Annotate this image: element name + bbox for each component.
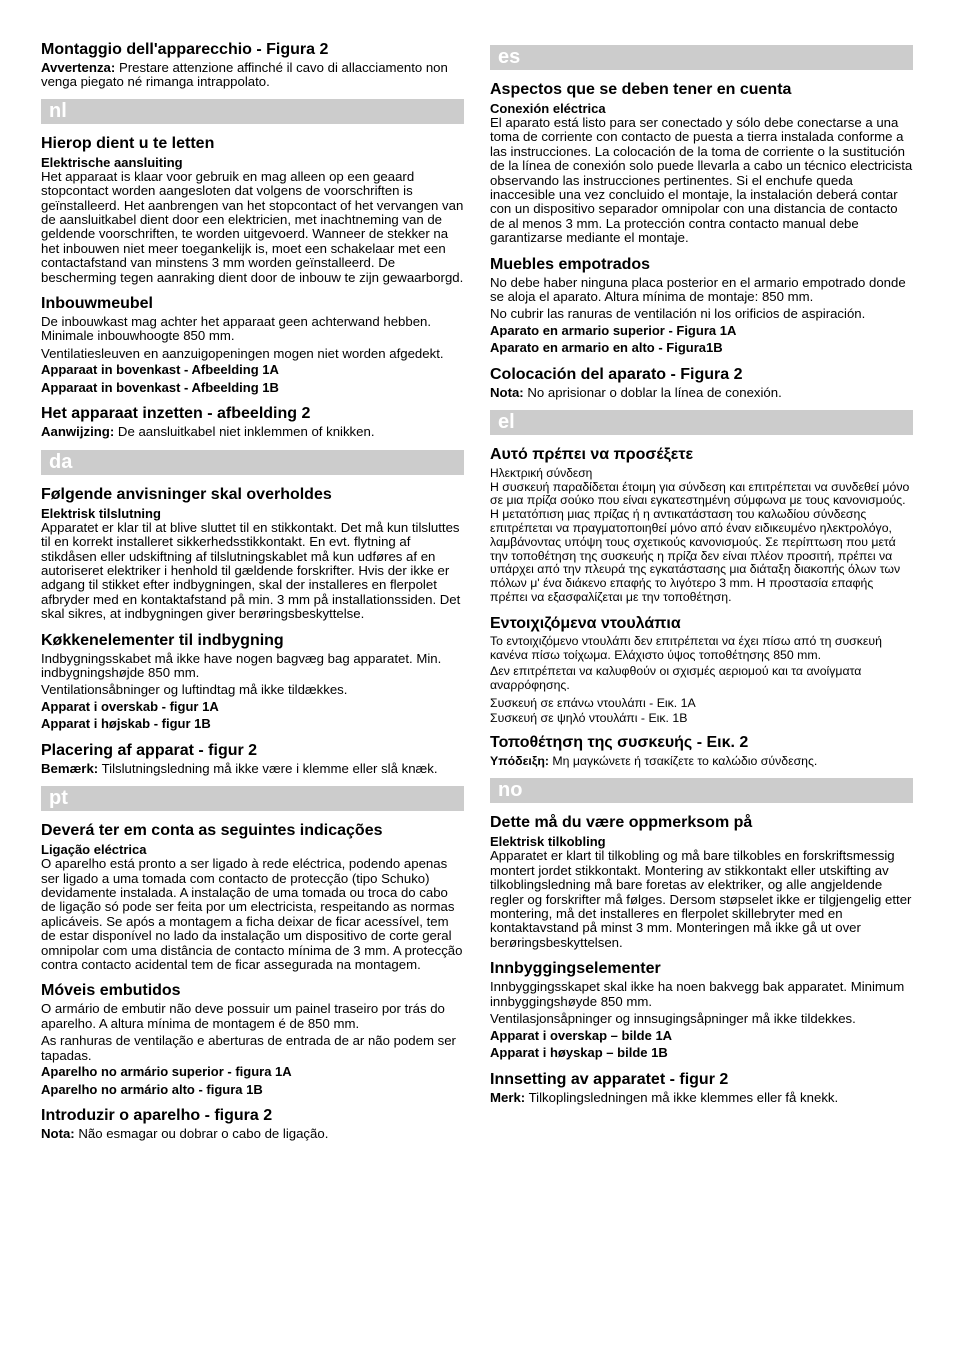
heading-es-3: Colocación del aparato - Figura 2 (490, 365, 743, 383)
note-nl: Aanwijzing: De aansluitkabel niet inklemmen of knikken. (41, 424, 375, 440)
figure-ref-nl-1b: Apparaat in bovenkast - Afbeelding 1B (41, 379, 279, 395)
section-da (41, 485, 464, 776)
subheading-es: Conexión eléctrica (490, 101, 606, 116)
section-it (41, 40, 464, 90)
note-it: Avvertenza: Prestare attenzione affinché il cavo di allacciamento non venga piegato né rimanga intrappolato. (41, 60, 448, 90)
figure-ref-pt-1a: Aparelho no armário superior - figura 1A (41, 1064, 292, 1080)
heading-pt-3: Introduzir o aparelho - figura 2 (41, 1107, 273, 1125)
paragraph-el-1: Η συσκευή παραδίδεται έτοιμη για σύνδεση και επιτρέπεται να συνδεθεί μόνο σε μια πρίζα σούκο που είναι εγκατεστημένη σύμφωνα με τους κανονισμούς. Η μετατόπιση μιας πρίζας ή η αντικατάσταση του καλωδίου σύνδεσης επιτρέπεται να πραγματοποιηθεί μόνο από έναν ειδικευμένο ηλεκτρολόγο, λαμβάνοντας υπόψη τους σχετικούς κανονισμούς. Σε περίπτωση που μετά την τοποθέτηση της συσκευής η πρίζα δεν είναι πλέον προσιτή, πρέπει να υπάρχει από την πλευρά της εγκατάστασης μια διάταξη διακοπής όλων των πόλων μ' ένα διάκενο επαφής το λιγότερο 3 mm. Η προστασία επαφής πρέπει να εξασφαλίζεται με την τοποθέτηση. (490, 479, 910, 605)
figure-ref-nl-1a: Apparaat in bovenkast - Afbeelding 1A (41, 362, 279, 378)
left-column (41, 40, 464, 1151)
paragraph-nl-3: Ventilatiesleuven en aanzuigopeningen mogen niet worden afgedekt. (41, 345, 444, 361)
lang-bar-nl: nl (41, 99, 464, 124)
section-el (490, 445, 913, 768)
paragraph-pt-1: O aparelho está pronto a ser ligado à rede eléctrica, podendo apenas ser ligado a uma tomada com contacto de protecção (tipo Schuko) devidamente instalada. A instalação de uma tomada ou troca do cabo de ligação só pode ser feita por um electricista, respeitando as normas aplicáveis. Se após a montagem a ficha deixar de ficar acessível, tem de estar disponível no lado da instalação um dispositivo de corte geral omnipolar com uma distância de contacto mínima de 3 mm. A protecção contra contacto acidental tem de ficar assegurada na montagem. (41, 856, 463, 972)
paragraph-da-3: Ventilationsåbninger og luftindtag må ikke tildækkes. (41, 682, 348, 698)
paragraph-nl-1: Het apparaat is klaar voor gebruik en mag alleen op een geaard stopcontact worden aangesloten dat volgens de voorschriften is geïnstalleerd. Het aanbrengen van het stopcontact of het vervangen van de aansluitkabel dient door een elektricien, met inachtneming van de geldende voorschriften, te worden uitgevoerd. Wanneer de stekker na het inbouwen niet meer toegankelijk is, moet een schakelaar met een contactafstand van minstens 3 mm worden geïnstalleerd. De bescherming tegen aanraking dient door de inbouw te zijn gewaarborgd. (41, 168, 464, 285)
paragraph-el-2: Το εντοιχιζόμενο ντουλάπι δεν επιτρέπεται να έχει πίσω από τη συσκευή κανένα πίσω τοίχωμα. Ελάχιστο ύψος τοποθέτησης 850 mm. (490, 633, 882, 662)
paragraph-nl-2: De inbouwkast mag achter het apparaat geen achterwand hebben. Minimale inbouwhoogte 850 mm. (41, 314, 432, 344)
paragraph-es-2: No debe haber ninguna placa posterior en el armario empotrado donde se aloja el aparato. Altura mínima de montaje: 850 mm. (490, 274, 906, 305)
heading-it-installation: Montaggio dell'apparecchio - Figura 2 (41, 41, 329, 58)
heading-pt-2: Móveis embutidos (41, 982, 181, 1000)
figure-ref-el-1a: Συσκευή σε επάνω ντουλάπι - Εικ. 1A (490, 696, 696, 711)
heading-no-1: Dette må du være oppmerksom på (490, 814, 753, 832)
section-nl (41, 134, 464, 440)
lang-bar-el: el (490, 410, 913, 435)
paragraph-pt-3: As ranhuras de ventilação e aberturas de entrada de ar não podem ser tapadas. (41, 1033, 456, 1063)
subheading-el: Ηλεκτρική σύνδεση (490, 466, 593, 481)
heading-el-2: Εντοιχιζόμενα ντουλάπια (490, 614, 681, 632)
figure-ref-no-1a: Apparat i overskap – bilde 1A (490, 1027, 673, 1043)
heading-es-2: Muebles empotrados (490, 255, 651, 273)
subheading-no: Elektrisk tilkobling (490, 834, 606, 850)
subheading-nl: Elektrische aansluiting (41, 154, 183, 170)
heading-da-3: Placering af apparat - figur 2 (41, 741, 258, 759)
heading-no-2: Innbyggingselementer (490, 960, 661, 978)
heading-da-2: Køkkenelementer til indbygning (41, 631, 284, 649)
subheading-pt: Ligação eléctrica (41, 842, 147, 858)
paragraph-da-2: Indbygningsskabet må ikke have nogen bagvæg bag apparatet. Min. indbygningshøjde 850 mm. (41, 650, 442, 680)
right-column (490, 45, 913, 1115)
heading-nl-2: Inbouwmeubel (41, 295, 153, 313)
heading-da-1: Følgende anvisninger skal overholdes (41, 485, 332, 503)
heading-nl-3: Het apparaat inzetten - afbeelding 2 (41, 405, 311, 423)
paragraph-el-3: Δεν επιτρέπεται να καλυφθούν οι σχισμές αεριομού και τα ανοίγματα αναρρόφησης. (490, 664, 862, 693)
heading-es-1: Aspectos que se deben tener en cuenta (490, 81, 792, 98)
figure-ref-es-1a: Aparato en armario superior - Figura 1A (490, 322, 737, 338)
note-no: Merk: Tilkoplingsledningen må ikke klemmes eller få knekk. (490, 1089, 839, 1105)
section-no (490, 813, 913, 1104)
paragraph-es-1: El aparato está listo para ser conectado y sólo debe conectarse a una toma de corriente con contacto de puesta a tierra instalada conforme a las instrucciones. La colocación de la toma de corriente o la sustitución de la línea de conexión solo puede llevarla a cabo un técnico electricista observando las instrucciones pertinentes. Si el enchufe queda inaccesible una vez concluido el montaje, la instalación deberá contar con un dispositivo separador omnipolar con una distancia de contacto de al menos 3 mm. La protección contra contacto manual debe garantizarse mediante el montaje. (490, 115, 913, 246)
lang-bar-pt: pt (41, 786, 464, 811)
paragraph-pt-2: O armário de embutir não deve possuir um painel traseiro por trás do aparelho. A altura mínima de montagem é de 850 mm. (41, 1001, 445, 1031)
paragraph-no-2: Innbyggingsskapet skal ikke ha noen bakvegg bak apparatet. Minimum innbyggingshøyde 850 mm. (490, 979, 905, 1009)
section-pt (41, 821, 464, 1141)
paragraph-da-1: Apparatet er klar til at blive sluttet til en stikkontakt. Det må kun tilsluttes til en korrekt installeret sikkerhedsstikkontakt. En evt. flytning af stikdåsen eller udskiftning af tilslutningskablet må kun udføres af en autoriseret elektriker i henhold til gældende forskrifter. Hvis der ikke er adgang til stikket efter indbygningen, skal der installeres en flerpolet afbryder med en kontaktafstand på min. 3 mm på installationssiden. Det skal sikres, at indbygningen giver berøringsbeskyttelse. (41, 519, 461, 622)
note-da: Bemærk: Tilslutningsledning må ikke være i klemme eller slå knæk. (41, 760, 438, 776)
figure-ref-da-1a: Apparat i overskab - figur 1A (41, 698, 219, 714)
figure-ref-es-1b: Aparato en armario en alto - Figura1B (490, 340, 723, 356)
figure-ref-no-1b: Apparat i høyskap – bilde 1B (490, 1045, 668, 1061)
heading-no-3: Innsetting av apparatet - figur 2 (490, 1070, 729, 1088)
paragraph-es-3: No cubrir las ranuras de ventilación ni los orificios de aspiración. (490, 306, 866, 322)
note-el: Υπόδειξη: Μη μαγκώνετε ή τσακίζετε το καλώδιο σύνδεσης. (490, 754, 818, 769)
heading-nl-1: Hierop dient u te letten (41, 134, 215, 152)
figure-ref-pt-1b: Aparelho no armário alto - figura 1B (41, 1081, 263, 1097)
lang-bar-es: es (490, 45, 913, 70)
figure-ref-el-1b: Συσκευή σε ψηλό ντουλάπι - Εικ. 1B (490, 710, 688, 725)
subheading-da: Elektrisk tilslutning (41, 505, 161, 521)
paragraph-no-3: Ventilasjonsåpninger og innsugingsåpninger må ikke tildekkes. (490, 1011, 856, 1027)
note-es: Nota: No aprisionar o doblar la línea de conexión. (490, 384, 782, 400)
note-pt: Nota: Não esmagar ou dobrar o cabo de ligação. (41, 1126, 329, 1142)
section-es (490, 80, 913, 400)
figure-ref-da-1b: Apparat i højskab - figur 1B (41, 716, 211, 732)
lang-bar-da: da (41, 450, 464, 475)
heading-el-3: Τοποθέτηση της συσκευής - Εικ. 2 (490, 734, 749, 752)
lang-bar-no: no (490, 778, 913, 803)
heading-pt-1: Deverá ter em conta as seguintes indicações (41, 822, 383, 840)
paragraph-no-1: Apparatet er klart til tilkobling og må bare tilkobles en forskriftsmessig montert jordet stikkontakt. Montering av stikkontakt eller utskifting av tilkoblingsledning må bare foretas av elektriker, og alle angjeldende regler og forskrifter må følges. Dersom støpselet ikke er tilgjengelig etter montering, må det installeres en flerpolet skillebryter med en kontaktavstand på minst 3 mm. Monteringen må ikke gå ut over berøringsbeskyttelsen. (490, 848, 912, 950)
heading-el-1: Αυτό πρέπει να προσέξετε (490, 446, 694, 464)
